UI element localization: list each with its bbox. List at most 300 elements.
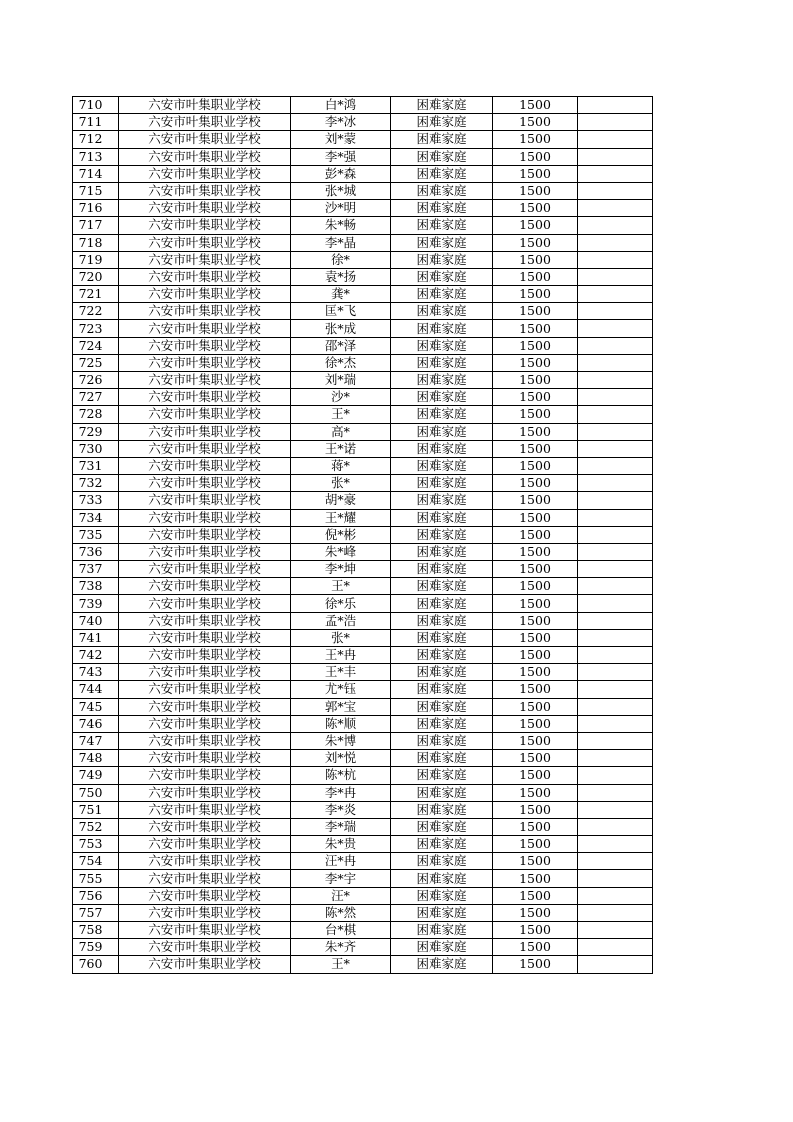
cell-student-name: 邵*泽 [291, 337, 391, 354]
cell-note [578, 457, 653, 474]
table-row [73, 629, 653, 646]
cell-amount: 1500 [493, 251, 578, 268]
cell-student-name: 朱*贵 [291, 836, 391, 853]
table-row [73, 561, 653, 578]
cell-aid-type: 困难家庭 [391, 440, 493, 457]
cell-student-name: 王*冉 [291, 647, 391, 664]
cell-number: 716 [73, 200, 119, 217]
cell-amount: 1500 [493, 440, 578, 457]
cell-note [578, 182, 653, 199]
cell-student-name: 胡*豪 [291, 492, 391, 509]
cell-school: 六安市叶集职业学校 [119, 131, 291, 148]
cell-note [578, 922, 653, 939]
cell-number: 714 [73, 165, 119, 182]
cell-note [578, 217, 653, 234]
cell-number: 711 [73, 114, 119, 131]
cell-school: 六安市叶集职业学校 [119, 165, 291, 182]
cell-school: 六安市叶集职业学校 [119, 337, 291, 354]
table-row [73, 200, 653, 217]
cell-aid-type: 困难家庭 [391, 801, 493, 818]
cell-aid-type: 困难家庭 [391, 509, 493, 526]
cell-amount: 1500 [493, 234, 578, 251]
cell-note [578, 114, 653, 131]
cell-student-name: 高* [291, 423, 391, 440]
table-row [73, 389, 653, 406]
cell-note [578, 664, 653, 681]
cell-number: 726 [73, 372, 119, 389]
cell-amount: 1500 [493, 372, 578, 389]
table-row [73, 543, 653, 560]
cell-school: 六安市叶集职业学校 [119, 956, 291, 973]
table-row [73, 939, 653, 956]
cell-amount: 1500 [493, 732, 578, 749]
table-row [73, 732, 653, 749]
cell-aid-type: 困难家庭 [391, 320, 493, 337]
cell-note [578, 286, 653, 303]
cell-number: 713 [73, 148, 119, 165]
cell-number: 760 [73, 956, 119, 973]
cell-aid-type: 困难家庭 [391, 818, 493, 835]
cell-aid-type: 困难家庭 [391, 97, 493, 114]
cell-note [578, 268, 653, 285]
table-row [73, 354, 653, 371]
cell-amount: 1500 [493, 647, 578, 664]
cell-amount: 1500 [493, 818, 578, 835]
cell-amount: 1500 [493, 217, 578, 234]
cell-note [578, 836, 653, 853]
cell-aid-type: 困难家庭 [391, 750, 493, 767]
cell-student-name: 匡*飞 [291, 303, 391, 320]
table-row [73, 922, 653, 939]
cell-amount: 1500 [493, 836, 578, 853]
cell-note [578, 870, 653, 887]
table-row [73, 372, 653, 389]
cell-student-name: 台*棋 [291, 922, 391, 939]
cell-number: 720 [73, 268, 119, 285]
cell-aid-type: 困难家庭 [391, 131, 493, 148]
table-row [73, 286, 653, 303]
table-row [73, 750, 653, 767]
table-row [73, 165, 653, 182]
cell-note [578, 956, 653, 973]
cell-amount: 1500 [493, 784, 578, 801]
cell-student-name: 徐* [291, 251, 391, 268]
cell-number: 737 [73, 561, 119, 578]
cell-school: 六安市叶集职业学校 [119, 268, 291, 285]
cell-amount: 1500 [493, 543, 578, 560]
cell-amount: 1500 [493, 354, 578, 371]
cell-number: 758 [73, 922, 119, 939]
cell-aid-type: 困难家庭 [391, 732, 493, 749]
cell-aid-type: 困难家庭 [391, 561, 493, 578]
cell-number: 752 [73, 818, 119, 835]
cell-student-name: 李*晶 [291, 234, 391, 251]
cell-note [578, 354, 653, 371]
table-row [73, 698, 653, 715]
cell-aid-type: 困难家庭 [391, 715, 493, 732]
cell-school: 六安市叶集职业学校 [119, 732, 291, 749]
table-row [73, 836, 653, 853]
cell-school: 六安市叶集职业学校 [119, 750, 291, 767]
cell-note [578, 939, 653, 956]
cell-number: 751 [73, 801, 119, 818]
cell-student-name: 孟*浩 [291, 612, 391, 629]
table-row [73, 853, 653, 870]
cell-note [578, 904, 653, 921]
cell-school: 六安市叶集职业学校 [119, 217, 291, 234]
cell-aid-type: 困难家庭 [391, 784, 493, 801]
cell-note [578, 337, 653, 354]
cell-note [578, 801, 653, 818]
cell-aid-type: 困难家庭 [391, 268, 493, 285]
cell-aid-type: 困难家庭 [391, 767, 493, 784]
cell-school: 六安市叶集职业学校 [119, 904, 291, 921]
cell-amount: 1500 [493, 200, 578, 217]
cell-school: 六安市叶集职业学校 [119, 509, 291, 526]
cell-number: 729 [73, 423, 119, 440]
cell-aid-type: 困难家庭 [391, 904, 493, 921]
cell-amount: 1500 [493, 801, 578, 818]
cell-student-name: 李*冰 [291, 114, 391, 131]
cell-number: 739 [73, 595, 119, 612]
cell-amount: 1500 [493, 561, 578, 578]
cell-number: 749 [73, 767, 119, 784]
cell-school: 六安市叶集职业学校 [119, 251, 291, 268]
cell-note [578, 526, 653, 543]
cell-school: 六安市叶集职业学校 [119, 647, 291, 664]
table-row [73, 801, 653, 818]
cell-amount: 1500 [493, 131, 578, 148]
cell-school: 六安市叶集职业学校 [119, 629, 291, 646]
cell-student-name: 王*丰 [291, 664, 391, 681]
cell-student-name: 李*炎 [291, 801, 391, 818]
cell-aid-type: 困难家庭 [391, 595, 493, 612]
cell-aid-type: 困难家庭 [391, 647, 493, 664]
cell-school: 六安市叶集职业学校 [119, 836, 291, 853]
cell-note [578, 715, 653, 732]
cell-school: 六安市叶集职业学校 [119, 303, 291, 320]
table-row [73, 440, 653, 457]
table-row [73, 217, 653, 234]
cell-school: 六安市叶集职业学校 [119, 457, 291, 474]
cell-amount: 1500 [493, 509, 578, 526]
cell-school: 六安市叶集职业学校 [119, 114, 291, 131]
cell-school: 六安市叶集职业学校 [119, 475, 291, 492]
cell-number: 742 [73, 647, 119, 664]
cell-school: 六安市叶集职业学校 [119, 870, 291, 887]
cell-student-name: 李*宇 [291, 870, 391, 887]
cell-amount: 1500 [493, 750, 578, 767]
cell-note [578, 750, 653, 767]
cell-number: 731 [73, 457, 119, 474]
cell-school: 六安市叶集职业学校 [119, 354, 291, 371]
table-row [73, 131, 653, 148]
cell-number: 725 [73, 354, 119, 371]
cell-student-name: 李*冉 [291, 784, 391, 801]
cell-aid-type: 困难家庭 [391, 337, 493, 354]
cell-note [578, 97, 653, 114]
cell-school: 六安市叶集职业学校 [119, 440, 291, 457]
cell-aid-type: 困难家庭 [391, 853, 493, 870]
cell-note [578, 200, 653, 217]
cell-amount: 1500 [493, 303, 578, 320]
cell-number: 750 [73, 784, 119, 801]
cell-number: 733 [73, 492, 119, 509]
cell-aid-type: 困难家庭 [391, 303, 493, 320]
table-row [73, 818, 653, 835]
cell-amount: 1500 [493, 922, 578, 939]
cell-school: 六安市叶集职业学校 [119, 234, 291, 251]
cell-aid-type: 困难家庭 [391, 629, 493, 646]
cell-student-name: 刘*蒙 [291, 131, 391, 148]
cell-school: 六安市叶集职业学校 [119, 578, 291, 595]
cell-note [578, 595, 653, 612]
cell-number: 744 [73, 681, 119, 698]
cell-amount: 1500 [493, 939, 578, 956]
table-row [73, 956, 653, 973]
cell-school: 六安市叶集职业学校 [119, 182, 291, 199]
cell-aid-type: 困难家庭 [391, 148, 493, 165]
cell-number: 727 [73, 389, 119, 406]
cell-note [578, 509, 653, 526]
cell-amount: 1500 [493, 457, 578, 474]
cell-school: 六安市叶集职业学校 [119, 818, 291, 835]
cell-note [578, 543, 653, 560]
cell-amount: 1500 [493, 578, 578, 595]
cell-amount: 1500 [493, 423, 578, 440]
cell-number: 736 [73, 543, 119, 560]
cell-amount: 1500 [493, 148, 578, 165]
cell-student-name: 沙*明 [291, 200, 391, 217]
cell-student-name: 白*鸿 [291, 97, 391, 114]
cell-note [578, 612, 653, 629]
cell-number: 746 [73, 715, 119, 732]
cell-aid-type: 困难家庭 [391, 165, 493, 182]
cell-amount: 1500 [493, 320, 578, 337]
cell-student-name: 龚* [291, 286, 391, 303]
cell-amount: 1500 [493, 853, 578, 870]
cell-number: 743 [73, 664, 119, 681]
cell-student-name: 刘*悦 [291, 750, 391, 767]
cell-amount: 1500 [493, 337, 578, 354]
cell-note [578, 767, 653, 784]
cell-school: 六安市叶集职业学校 [119, 561, 291, 578]
cell-note [578, 475, 653, 492]
cell-amount: 1500 [493, 612, 578, 629]
cell-note [578, 372, 653, 389]
cell-amount: 1500 [493, 165, 578, 182]
table-row [73, 904, 653, 921]
table-row [73, 97, 653, 114]
cell-amount: 1500 [493, 492, 578, 509]
cell-school: 六安市叶集职业学校 [119, 767, 291, 784]
cell-note [578, 578, 653, 595]
cell-amount: 1500 [493, 595, 578, 612]
table-row [73, 182, 653, 199]
cell-amount: 1500 [493, 870, 578, 887]
cell-amount: 1500 [493, 406, 578, 423]
cell-amount: 1500 [493, 904, 578, 921]
cell-student-name: 蒋* [291, 457, 391, 474]
table-row [73, 457, 653, 474]
cell-note [578, 320, 653, 337]
cell-aid-type: 困难家庭 [391, 492, 493, 509]
cell-school: 六安市叶集职业学校 [119, 320, 291, 337]
cell-amount: 1500 [493, 664, 578, 681]
cell-note [578, 131, 653, 148]
cell-student-name: 朱*畅 [291, 217, 391, 234]
cell-number: 755 [73, 870, 119, 887]
cell-school: 六安市叶集职业学校 [119, 492, 291, 509]
table-row [73, 423, 653, 440]
cell-number: 745 [73, 698, 119, 715]
cell-number: 718 [73, 234, 119, 251]
cell-student-name: 汪* [291, 887, 391, 904]
cell-aid-type: 困难家庭 [391, 526, 493, 543]
cell-student-name: 李*瑞 [291, 818, 391, 835]
cell-number: 757 [73, 904, 119, 921]
cell-number: 740 [73, 612, 119, 629]
cell-school: 六安市叶集职业学校 [119, 423, 291, 440]
cell-aid-type: 困难家庭 [391, 217, 493, 234]
cell-note [578, 887, 653, 904]
cell-school: 六安市叶集职业学校 [119, 853, 291, 870]
cell-school: 六安市叶集职业学校 [119, 887, 291, 904]
table-row [73, 303, 653, 320]
cell-amount: 1500 [493, 475, 578, 492]
cell-number: 735 [73, 526, 119, 543]
cell-student-name: 汪*冉 [291, 853, 391, 870]
cell-note [578, 440, 653, 457]
cell-student-name: 陈*然 [291, 904, 391, 921]
cell-amount: 1500 [493, 286, 578, 303]
cell-student-name: 袁*扬 [291, 268, 391, 285]
cell-aid-type: 困难家庭 [391, 612, 493, 629]
cell-number: 715 [73, 182, 119, 199]
table-row [73, 612, 653, 629]
cell-amount: 1500 [493, 767, 578, 784]
cell-note [578, 561, 653, 578]
cell-number: 754 [73, 853, 119, 870]
cell-note [578, 303, 653, 320]
cell-note [578, 148, 653, 165]
cell-amount: 1500 [493, 526, 578, 543]
table-row [73, 337, 653, 354]
cell-amount: 1500 [493, 97, 578, 114]
cell-school: 六安市叶集职业学校 [119, 784, 291, 801]
cell-student-name: 彭*森 [291, 165, 391, 182]
cell-aid-type: 困难家庭 [391, 939, 493, 956]
cell-number: 738 [73, 578, 119, 595]
cell-number: 719 [73, 251, 119, 268]
cell-aid-type: 困难家庭 [391, 372, 493, 389]
cell-number: 734 [73, 509, 119, 526]
cell-student-name: 陈*顺 [291, 715, 391, 732]
cell-school: 六安市叶集职业学校 [119, 543, 291, 560]
cell-student-name: 李*强 [291, 148, 391, 165]
cell-school: 六安市叶集职业学校 [119, 664, 291, 681]
cell-aid-type: 困难家庭 [391, 475, 493, 492]
table-row [73, 492, 653, 509]
table-row [73, 887, 653, 904]
cell-note [578, 698, 653, 715]
table-body [73, 97, 653, 974]
cell-number: 759 [73, 939, 119, 956]
cell-number: 712 [73, 131, 119, 148]
cell-school: 六安市叶集职业学校 [119, 406, 291, 423]
table-row [73, 268, 653, 285]
cell-amount: 1500 [493, 887, 578, 904]
cell-school: 六安市叶集职业学校 [119, 801, 291, 818]
cell-student-name: 刘*瑞 [291, 372, 391, 389]
cell-note [578, 732, 653, 749]
table-row [73, 251, 653, 268]
cell-student-name: 李*坤 [291, 561, 391, 578]
cell-aid-type: 困难家庭 [391, 870, 493, 887]
cell-number: 710 [73, 97, 119, 114]
table-row [73, 784, 653, 801]
cell-school: 六安市叶集职业学校 [119, 148, 291, 165]
cell-note [578, 165, 653, 182]
cell-note [578, 784, 653, 801]
cell-note [578, 647, 653, 664]
cell-student-name: 陈*杭 [291, 767, 391, 784]
cell-number: 721 [73, 286, 119, 303]
cell-note [578, 251, 653, 268]
cell-student-name: 朱*博 [291, 732, 391, 749]
cell-student-name: 郭*宝 [291, 698, 391, 715]
table-row [73, 681, 653, 698]
cell-amount: 1500 [493, 698, 578, 715]
cell-note [578, 389, 653, 406]
cell-student-name: 张*城 [291, 182, 391, 199]
cell-student-name: 徐*乐 [291, 595, 391, 612]
table-row [73, 406, 653, 423]
cell-school: 六安市叶集职业学校 [119, 389, 291, 406]
cell-aid-type: 困难家庭 [391, 114, 493, 131]
cell-amount: 1500 [493, 114, 578, 131]
cell-amount: 1500 [493, 681, 578, 698]
cell-student-name: 王*耀 [291, 509, 391, 526]
cell-aid-type: 困难家庭 [391, 578, 493, 595]
cell-student-name: 王*诺 [291, 440, 391, 457]
cell-aid-type: 困难家庭 [391, 286, 493, 303]
cell-number: 723 [73, 320, 119, 337]
cell-aid-type: 困难家庭 [391, 234, 493, 251]
cell-note [578, 492, 653, 509]
cell-number: 747 [73, 732, 119, 749]
cell-student-name: 张* [291, 629, 391, 646]
cell-student-name: 张* [291, 475, 391, 492]
cell-school: 六安市叶集职业学校 [119, 97, 291, 114]
cell-student-name: 王* [291, 956, 391, 973]
cell-school: 六安市叶集职业学校 [119, 595, 291, 612]
cell-student-name: 朱*峰 [291, 543, 391, 560]
cell-amount: 1500 [493, 629, 578, 646]
table-row [73, 578, 653, 595]
cell-note [578, 234, 653, 251]
cell-school: 六安市叶集职业学校 [119, 526, 291, 543]
cell-note [578, 423, 653, 440]
table-row [73, 664, 653, 681]
table-row [73, 870, 653, 887]
table-row [73, 715, 653, 732]
cell-number: 756 [73, 887, 119, 904]
cell-school: 六安市叶集职业学校 [119, 922, 291, 939]
cell-aid-type: 困难家庭 [391, 457, 493, 474]
cell-aid-type: 困难家庭 [391, 406, 493, 423]
table-row [73, 526, 653, 543]
